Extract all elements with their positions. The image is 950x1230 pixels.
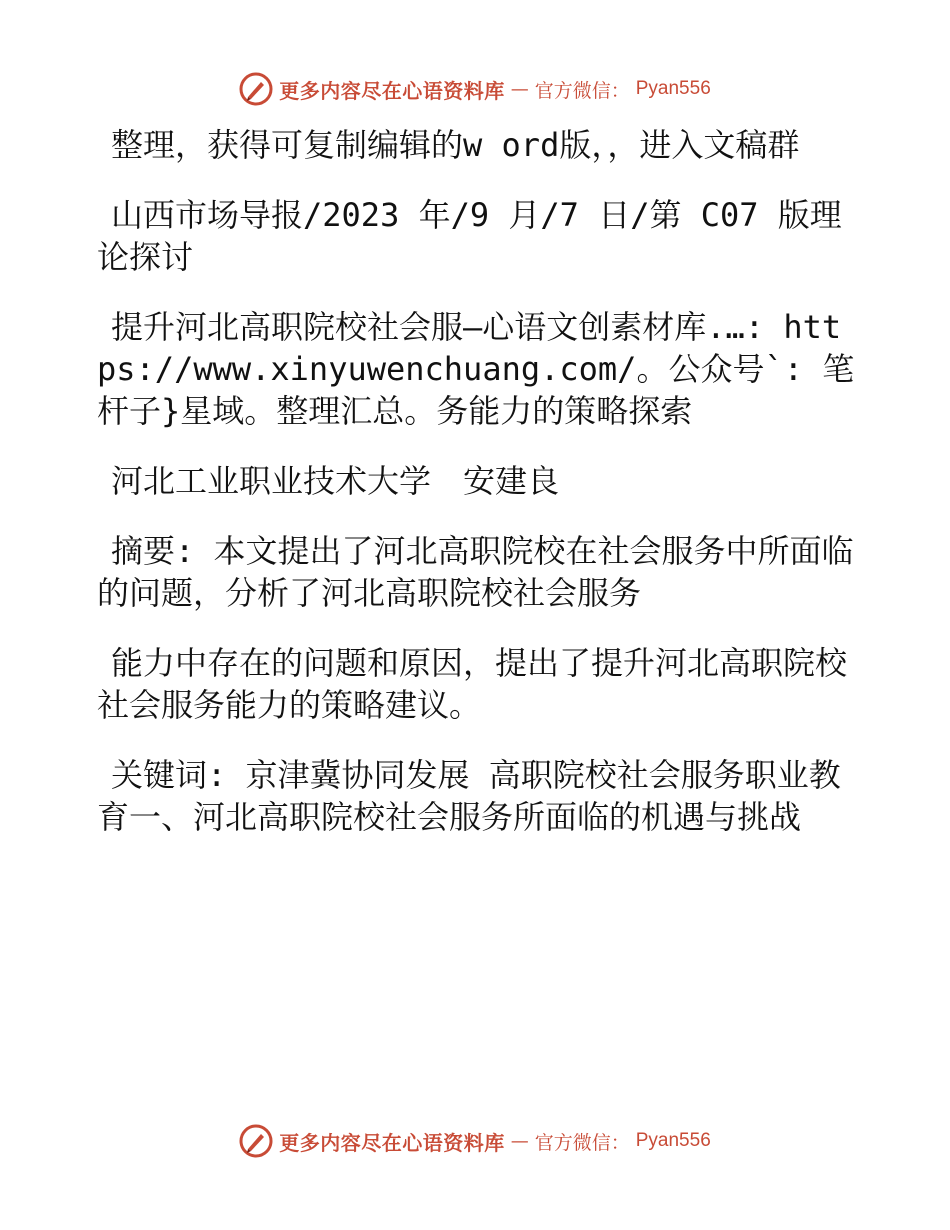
watermark-text: 更多内容尽在心语资料库 <box>279 1130 505 1155</box>
watermark-contact-id: Pyan556 <box>635 78 711 99</box>
watermark-dash: — <box>510 78 529 100</box>
watermark-contact-id: Pyan556 <box>635 1130 711 1151</box>
pen-logo-icon <box>239 72 273 106</box>
pen-logo-icon <box>239 1124 273 1158</box>
paragraph-abstract-2: 能力中存在的问题和原因，提出了提升河北高职院校社会服务能力的策略建议。 <box>97 644 848 724</box>
paragraph-author: 河北工业职业技术大学 安建良 <box>111 462 560 500</box>
paragraph-intro: 整理，获得可复制编辑的w ord版，，进入文稿群 <box>111 126 800 164</box>
watermark-contact-label: 官方微信： <box>534 1131 630 1154</box>
document-body <box>97 124 857 866</box>
paragraph-abstract-1: 摘要: 本文提出了河北高职院校在社会服务中所面临的问题，分析了河北高职院校社会服务 <box>97 532 854 612</box>
paragraph-source: 山西市场导报/2023 年/9 月/7 日/第 C07 版理论探讨 <box>97 196 842 276</box>
paragraph-title: 提升河北高职院校社会服—心语文创素材库.…: https://www.xinyuwenchuang.com/。公众号`: 笔杆子}星域。整理汇总。务能力的策略探索 <box>97 308 855 430</box>
watermark-contact-label: 官方微信： <box>534 79 630 102</box>
watermark-dash: — <box>510 1130 529 1152</box>
watermark-text: 更多内容尽在心语资料库 <box>279 78 505 103</box>
paragraph-keywords: 关键词: 京津冀协同发展 高职院校社会服务职业教育一、河北高职院校社会服务所面临的机遇与挑战 <box>97 756 841 836</box>
header-watermark <box>0 70 950 108</box>
footer-watermark <box>0 1122 950 1160</box>
